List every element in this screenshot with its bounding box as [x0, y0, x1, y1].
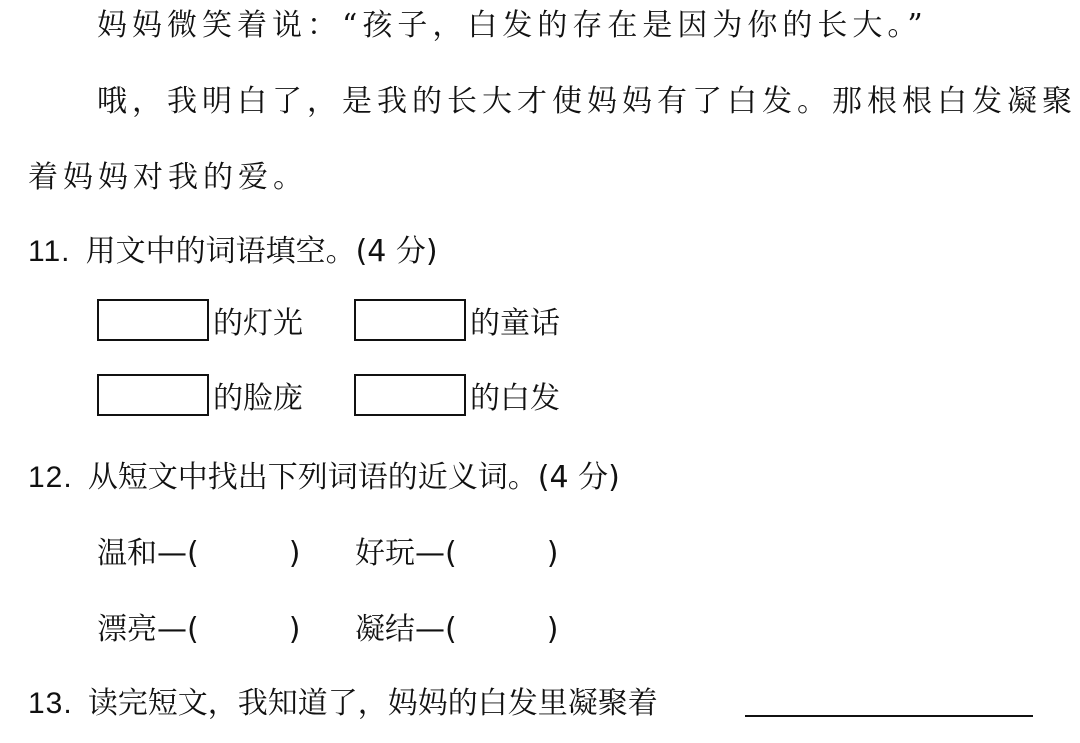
fill-item-1	[97, 297, 303, 343]
passage-line-3: 着妈妈对我的爱。	[28, 160, 308, 195]
question-11-number: 11.	[28, 235, 71, 268]
answer-underline-13[interactable]	[745, 715, 1033, 717]
blank-suffix-4: 的白发	[470, 381, 560, 416]
synonym-word-4: 凝结—(	[355, 612, 457, 647]
passage-line-1: 妈妈微笑着说：“孩子，白发的存在是因为你的长大。”	[97, 8, 928, 43]
synonym-close-2: )	[546, 536, 559, 571]
synonym-item-3	[97, 604, 300, 648]
question-11	[28, 226, 438, 270]
synonym-close-4: )	[546, 612, 559, 647]
question-11-text: 用文中的词语填空。(4 分)	[85, 234, 438, 269]
question-13	[28, 678, 658, 722]
synonym-word-2: 好玩—(	[355, 536, 457, 571]
blank-box-2[interactable]	[354, 299, 466, 341]
question-13-number: 13.	[28, 687, 73, 720]
blank-suffix-2: 的童话	[470, 306, 560, 341]
synonym-blank-3[interactable]	[199, 614, 289, 648]
synonym-item-1	[97, 528, 300, 572]
question-13-text: 读完短文，我知道了，妈妈的白发里凝聚着	[87, 686, 658, 721]
fill-item-2	[354, 297, 560, 343]
fill-item-3	[97, 372, 303, 418]
synonym-item-2	[355, 528, 558, 572]
synonym-word-3: 漂亮—(	[97, 612, 199, 647]
fill-item-4	[354, 372, 560, 418]
blank-suffix-3: 的脸庞	[213, 381, 303, 416]
synonym-blank-1[interactable]	[199, 538, 289, 572]
question-12	[28, 452, 620, 496]
blank-suffix-1: 的灯光	[213, 306, 303, 341]
blank-box-1[interactable]	[97, 299, 209, 341]
synonym-close-3: )	[288, 612, 301, 647]
synonym-close-1: )	[288, 536, 301, 571]
question-12-number: 12.	[28, 461, 73, 494]
synonym-word-1: 温和—(	[97, 536, 199, 571]
blank-box-3[interactable]	[97, 374, 209, 416]
passage-line-2: 哦，我明白了，是我的长大才使妈妈有了白发。那根根白发凝聚	[97, 84, 1077, 119]
blank-box-4[interactable]	[354, 374, 466, 416]
synonym-item-4	[355, 604, 558, 648]
question-12-text: 从短文中找出下列词语的近义词。(4 分)	[87, 460, 620, 495]
synonym-blank-4[interactable]	[457, 614, 547, 648]
synonym-blank-2[interactable]	[457, 538, 547, 572]
